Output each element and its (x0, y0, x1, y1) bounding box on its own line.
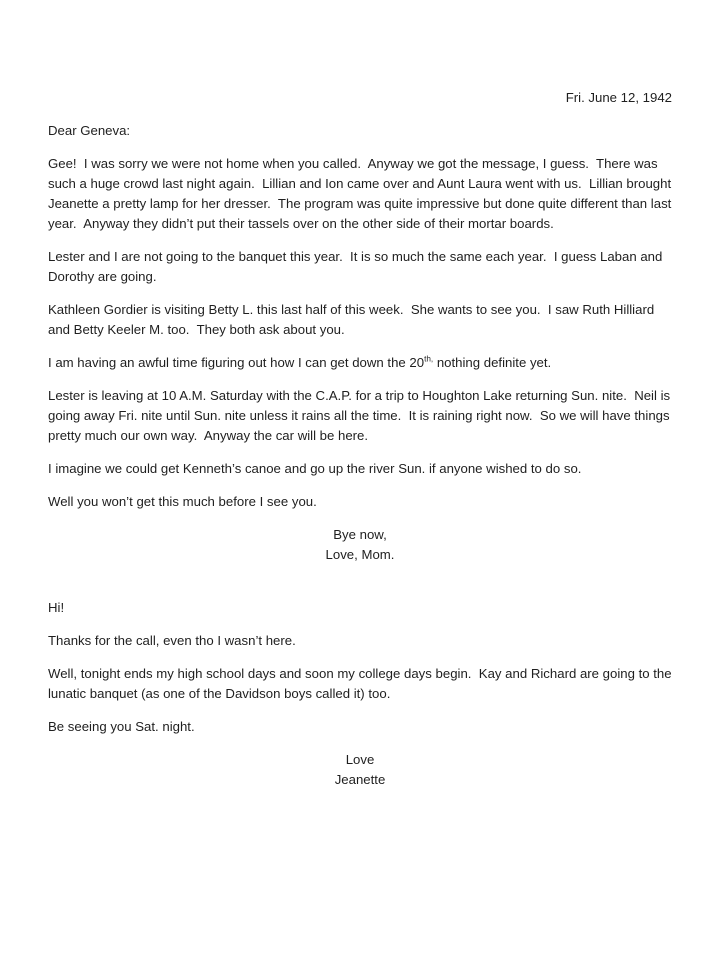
blank-line (48, 578, 672, 598)
paragraph-canoe: I imagine we could get Kenneth’s canoe and go up the river Sun. if anyone wished to do so. (48, 461, 582, 476)
trip-plans-text-after: nothing definite yet. (433, 355, 552, 370)
letter-date: Fri. June 12, 1942 (565, 90, 672, 105)
closing-jeanette-line1: Love (345, 752, 375, 767)
postscript-thanks: Thanks for the call, even tho I wasn’t here. (48, 633, 296, 648)
paragraph-trip-plans (48, 353, 672, 373)
paragraph-banquet: Lester and I are not going to the banquet this year. It is so much the same each year. I guess Laban and Dorothy are going. (48, 249, 667, 284)
postscript-see-you: Be seeing you Sat. night. (48, 719, 195, 734)
paragraph-weekend-trips: Lester is leaving at 10 A.M. Saturday with the C.A.P. for a trip to Houghton Lake returning Sun. nite. Neil is going away Fri. nite until Sun. nite unless it rains all the time. It is raining right now. So we will have things pretty much our own way. Anyway the car will be here. (48, 388, 674, 443)
ordinal-suffix: th, (424, 354, 434, 364)
paragraph-visitors: Kathleen Gordier is visiting Betty L. this last half of this week. She wants to see you. I saw Ruth Hilliard and Betty Keeler M. too. They both ask about you. (48, 302, 658, 337)
postscript-school-days: Well, tonight ends my high school days and soon my college days begin. Kay and Richard are going to the lunatic banquet (as one of the Davidson boys called it) too. (48, 666, 676, 701)
trip-plans-text-before: I am having an awful time figuring out how I can get down the 20 (48, 355, 425, 370)
postscript-greeting: Hi! (48, 600, 65, 615)
letter-content (48, 88, 676, 803)
closing-jeanette-line2: Jeanette (334, 772, 386, 787)
closing-jeanette (48, 750, 672, 790)
closing-mom (48, 525, 672, 565)
paragraph-graduation-night: Gee! I was sorry we were not home when you called. Anyway we got the message, I guess. There was such a huge crowd last night again. Lillian and Ion came over and Aunt Laura went with us. Lillian brought Jeanette a pretty lamp for her dresser. The program was quite impressive but done quite different than last year. Anyway they didn’t put their tassels over on the other side of their mortar boards. (48, 156, 675, 231)
closing-mom-line2: Love, Mom. (325, 547, 395, 562)
closing-mom-line1: Bye now, (333, 527, 387, 542)
salutation: Dear Geneva: (48, 123, 131, 138)
paragraph-signoff-note: Well you won’t get this much before I see you. (48, 494, 317, 509)
